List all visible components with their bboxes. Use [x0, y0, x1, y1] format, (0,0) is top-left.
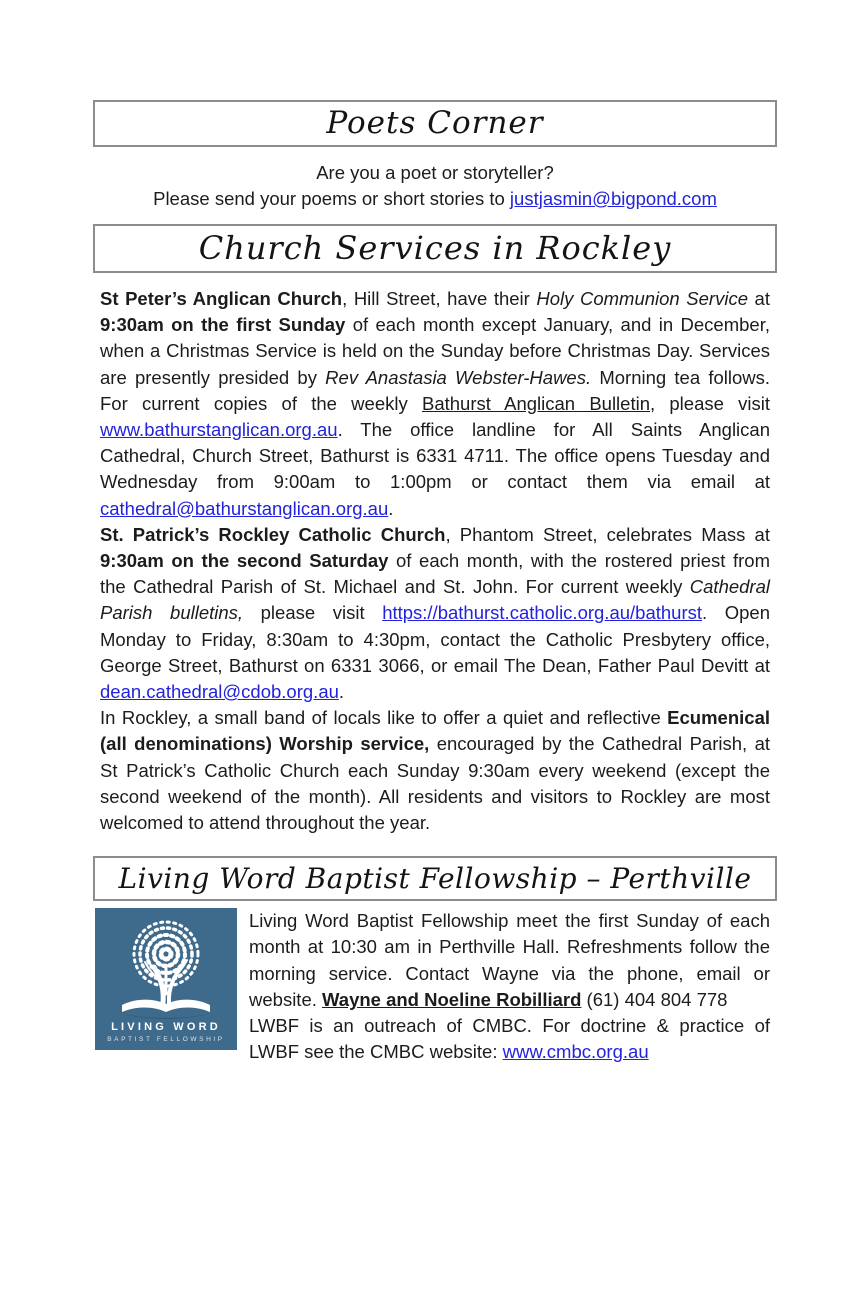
lwbf-section [95, 908, 770, 1065]
lwbf-outreach-paragraph [249, 1013, 770, 1065]
text-run: of each month except January, and in December, when a Christmas Service is held on the Sunday before Christmas Day. Services are presently presided by [100, 314, 770, 388]
text-run: Living Word Baptist Fellowship meet the first Sunday of each month at 10:30 am in Perthville Hall. Refreshments follow the morning service. Contact Wayne via the phone, email or website. [249, 910, 770, 1010]
text-run: Cathedral Parish bulletins, [100, 576, 770, 624]
poets-corner-header [93, 100, 777, 147]
st-peters-paragraph [100, 286, 770, 522]
document-page [0, 100, 848, 1300]
text-run: Morning tea follows. For current copies of the weekly [100, 366, 771, 414]
lwbf-header [93, 856, 777, 901]
logo-wordmark-living-word: LIVING WORD [111, 1021, 221, 1034]
text-run: Rev Anastasia Webster-Hawes. [325, 366, 592, 388]
dean-email-link[interactable]: dean.cathedral@cdob.org.au [100, 681, 339, 703]
text-run: . [388, 497, 394, 519]
text-run: , please visit [650, 392, 771, 414]
cmbc-website-link[interactable]: www.cmbc.org.au [502, 1041, 649, 1063]
lwbf-meeting-paragraph [249, 908, 770, 1013]
text-run: Ecumenical (all denominations) Worship service, [100, 707, 770, 755]
church-services-header [93, 224, 777, 273]
text-run: Bathurst Anglican Bulletin [421, 392, 650, 414]
text-run: , Hill Street, have their [342, 288, 537, 309]
text-run: , Phantom Street, celebrates Mass at [445, 523, 770, 545]
text-run: St. Patrick’s Rockley Catholic Church [100, 523, 446, 545]
text-run: 9:30am on the second Saturday [100, 550, 389, 572]
lwbf-title: Living Word Baptist Fellowship – Perthville [118, 862, 752, 896]
text-run: Holy Communion Service [536, 288, 748, 309]
text-run: 9:30am on the first Sunday [100, 314, 346, 336]
text-run: of each month, with the rostered priest from the Cathedral Parish of St. Michael and St. John. For current weekly [100, 550, 770, 598]
text-run: Wayne and Noeline Robilliard [322, 988, 582, 1010]
text-run: In Rockley, a small band of locals like to offer a quiet and reflective [100, 707, 668, 729]
church-services-title: Church Services in Rockley [198, 229, 672, 267]
poets-submit-line [93, 186, 777, 212]
text-run: at [747, 288, 770, 309]
lwbf-body [249, 908, 770, 1065]
church-services-body [100, 286, 770, 836]
logo-wordmark-baptist-fellowship: BAPTIST FELLOWSHIP [107, 1036, 225, 1044]
lwbf-tree-logo-image [95, 908, 237, 1050]
ecumenical-paragraph [100, 705, 770, 836]
text-run: Please send your poems or short stories to [153, 188, 510, 209]
st-patricks-paragraph [100, 522, 770, 705]
cathedral-email-link[interactable]: cathedral@bathurstanglican.org.au [100, 497, 389, 519]
poets-intro [93, 160, 777, 212]
text-run: St Peter’s Anglican Church [100, 288, 343, 309]
text-run: . Open Monday to Friday, 8:30am to 4:30pm, contact the Catholic Presbytery office, George Street, Bathurst on 6331 3066, or email The Dean, Father Paul Devitt at [100, 602, 770, 676]
poets-email-link[interactable]: justjasmin@bigpond.com [509, 188, 717, 209]
text-run: . The office landline for All Saints Anglican Cathedral, Church Street, Bathurst is 6331 4711. The office opens Tuesday and Wednesday from 9:00am to 1:00pm or contact them via email at [100, 419, 770, 493]
text-run: (61) 404 804 778 [581, 988, 728, 1010]
bathurst-catholic-link[interactable]: https://bathurst.catholic.org.au/bathurst [382, 602, 703, 624]
poets-corner-title: Poets Corner [326, 105, 544, 141]
text-run: . [338, 681, 345, 703]
bathurst-anglican-link[interactable]: www.bathurstanglican.org.au [100, 419, 338, 441]
poets-question-line: Are you a poet or storyteller? [316, 162, 554, 183]
text-run: please visit [243, 602, 383, 624]
text-run: encouraged by the Cathedral Parish, at St Patrick’s Catholic Church each Sunday 9:30am every weekend (except the second weekend of the month). All residents and visitors to Rockley are most welcomed to attend throughout the year. [100, 733, 771, 834]
text-run: LWBF is an outreach of CMBC. For doctrine & practice of LWBF see the CMBC website: [249, 1015, 770, 1063]
